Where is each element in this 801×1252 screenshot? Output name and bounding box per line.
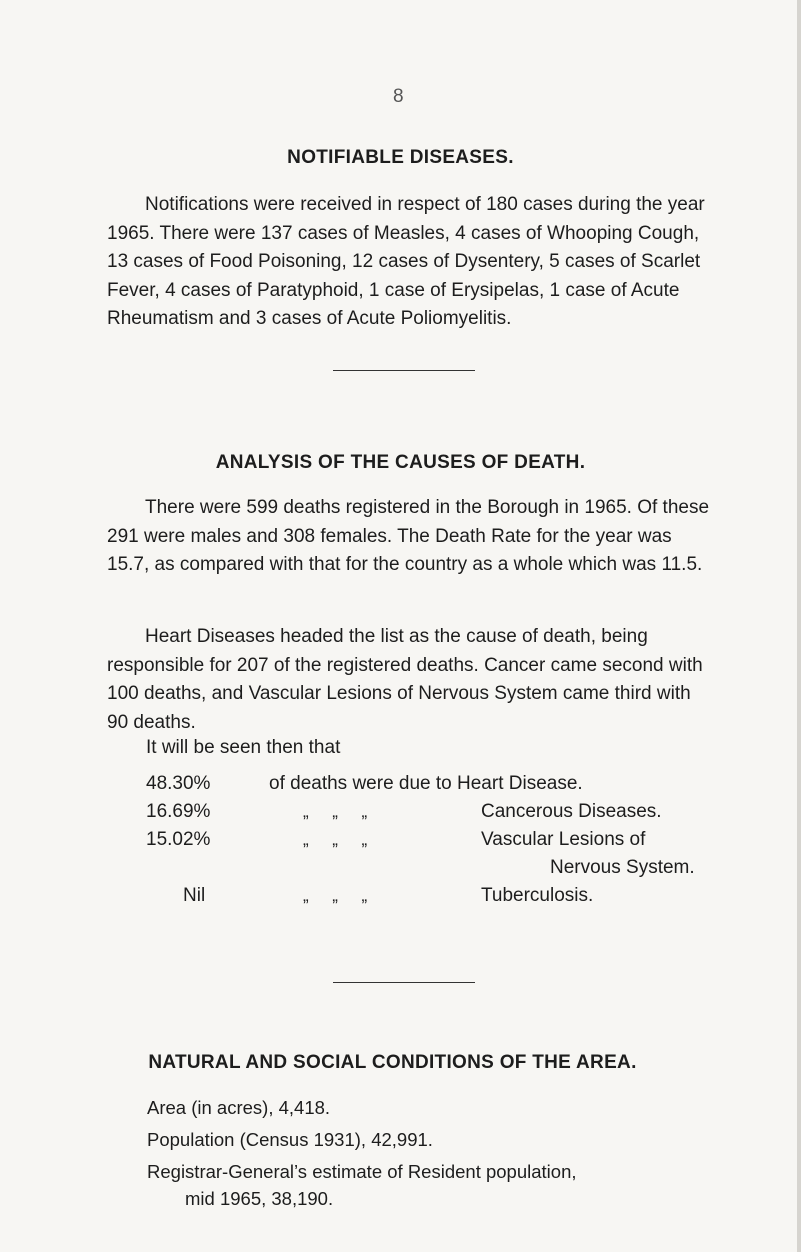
stats-intro: It will be seen then that: [146, 737, 341, 758]
area-line: Area (in acres), 4,418.: [147, 1097, 331, 1118]
stat-percent: 16.69%: [146, 801, 211, 822]
paragraph-deaths-registered: There were 599 deaths registered in the Borough in 1965. Of these 291 were males and 308 females. The Death Rate for the year was 15.7, as compared with that for the country as a whole which was 11.5.: [107, 497, 710, 575]
stat-percent: 48.30%: [146, 773, 211, 794]
divider: [333, 982, 475, 983]
estimate-line-continued: mid 1965, 38,190.: [185, 1188, 334, 1209]
stat-cause: Cancerous Diseases.: [481, 801, 662, 822]
stat-cause-continued: Nervous System.: [550, 857, 695, 878]
stat-percent: 15.02%: [146, 829, 211, 850]
stat-cause: Tuberculosis.: [481, 885, 594, 906]
ditto-marks: „ „ „: [303, 886, 368, 905]
paragraph-heart-diseases: Heart Diseases headed the list as the cause of death, being responsible for 207 of the registered deaths. Cancer came second with 100 deaths, and Vascular Lesions of Nervous System came third with 90 deaths.: [107, 626, 703, 733]
page-number: 8: [393, 86, 404, 107]
stat-description: of deaths were due to Heart Disease.: [269, 773, 583, 794]
ditto-marks: „ „ „: [303, 802, 368, 821]
section-heading-notifiable-diseases: NOTIFIABLE DISEASES.: [287, 147, 514, 168]
stat-percent: Nil: [183, 885, 206, 906]
paragraph-notifications: Notifications were received in respect of 180 cases during the year 1965. There were 137 cases of Measles, 4 cases of Whooping Cough, 13 cases of Food Poisoning, 12 cases of Dysentery, 5 cases of Scarlet Fever, 4 cases of Paratyphoid, 1 case of Erysipelas, 1 case of Acute Rheumatism and 3 cases of Acute Poliomyelitis.: [107, 194, 705, 329]
section-heading-causes-of-death: ANALYSIS OF THE CAUSES OF DEATH.: [215, 452, 586, 473]
section-heading-natural-social-conditions: NATURAL AND SOCIAL CONDITIONS OF THE AREA.: [148, 1052, 637, 1073]
stat-cause: Vascular Lesions of: [481, 829, 646, 850]
page-edge-shadow: [797, 0, 801, 1252]
ditto-marks: „ „ „: [303, 830, 368, 849]
population-line: Population (Census 1931), 42,991.: [147, 1129, 433, 1150]
estimate-line: Registrar-General’s estimate of Resident population,: [147, 1161, 577, 1182]
divider: [333, 370, 475, 371]
